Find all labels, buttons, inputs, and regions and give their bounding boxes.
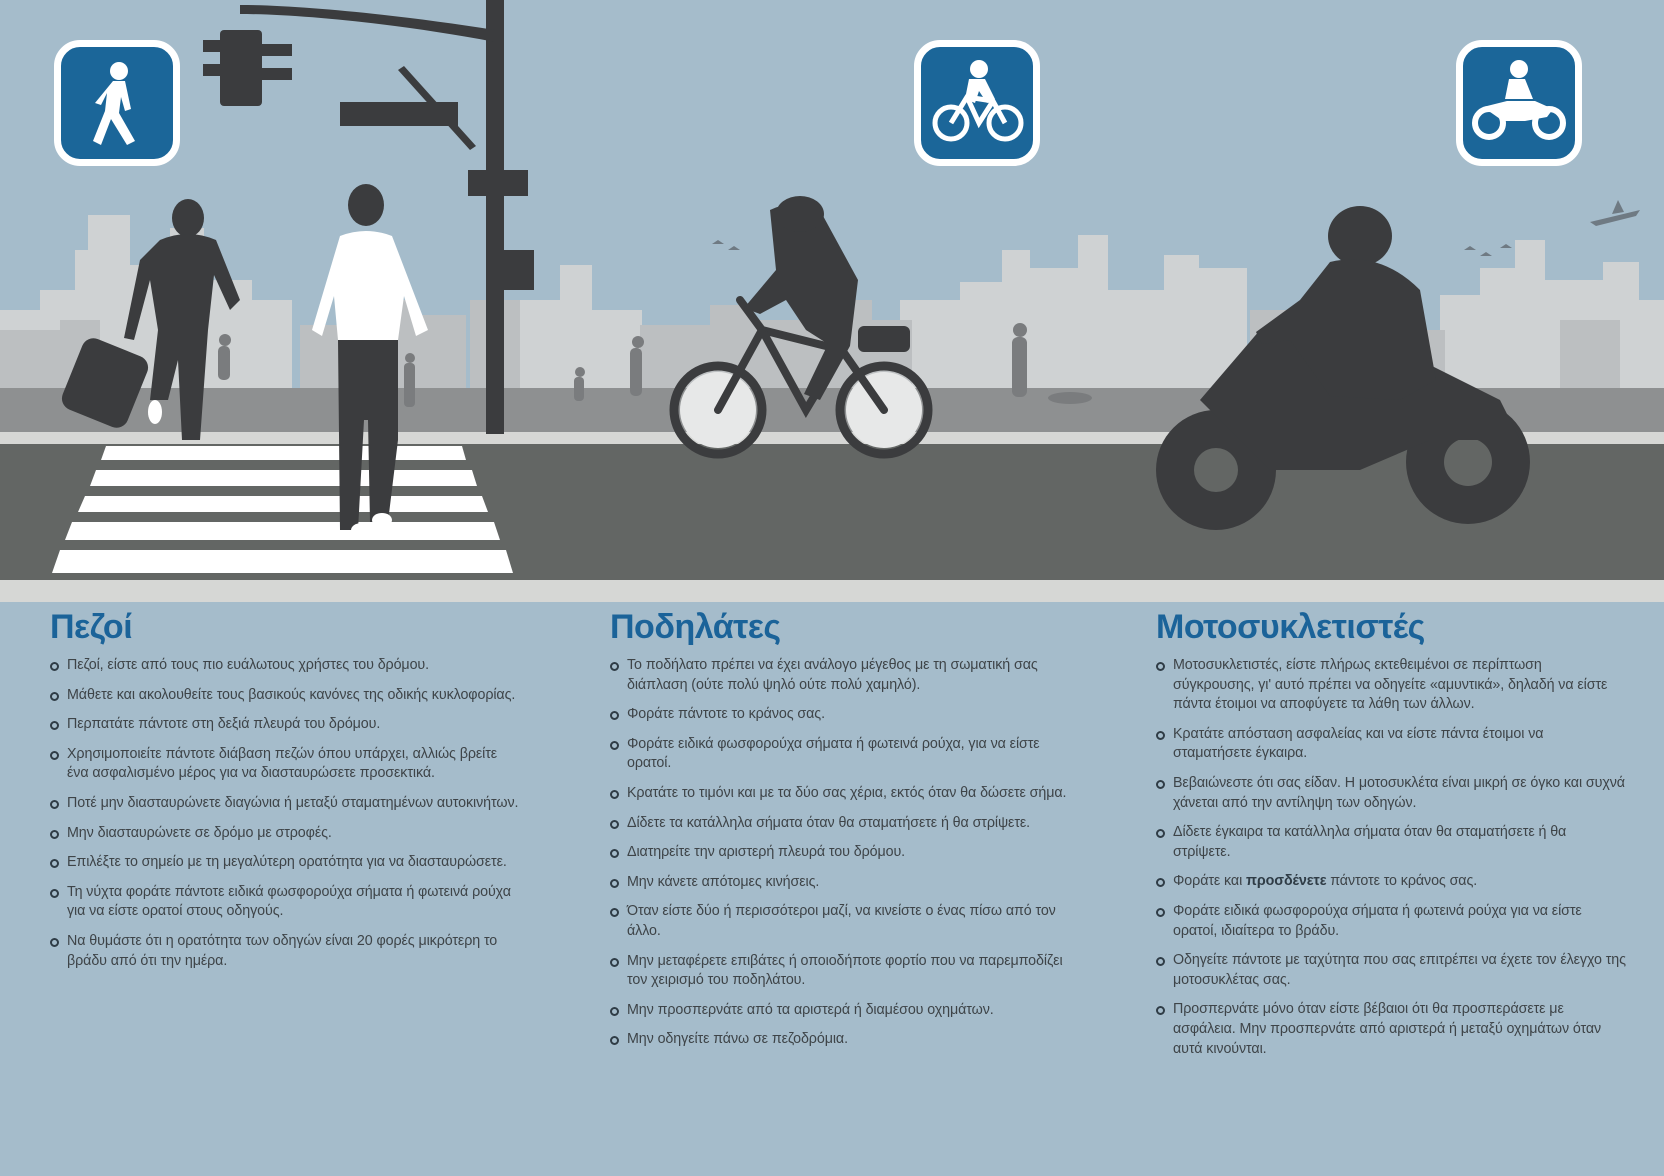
section-title: Ποδηλάτες (610, 608, 781, 646)
list-item: Δίδετε έγκαιρα τα κατάλληλα σήματα όταν θα σταματήσετε ή θα στρίψετε. (1156, 823, 1626, 862)
motorcycle-sign-icon (1463, 47, 1575, 159)
list-item: Χρησιμοποιείτε πάντοτε διάβαση πεζών όπου υπάρχει, αλλιώς βρείτε ένα ασφαλισμένο μέρος για να διασταυρώσετε προσεκτικά. (50, 745, 520, 784)
list-item: Φοράτε ειδικά φωσφορούχα σήματα ή φωτεινά ρούχα, για να είστε ορατοί. (610, 735, 1070, 774)
list-item-emphasis: προσδένετε (1246, 873, 1327, 890)
list-item: Επιλέξτε το σημείο με τη μεγαλύτερη ορατότητα για να διασταυρώσετε. (50, 853, 520, 873)
list-item-text: Φοράτε και (1173, 873, 1247, 890)
list-item: Διατηρείτε την αριστερή πλευρά του δρόμου. (610, 843, 1070, 863)
list-item: Όταν είστε δύο ή περισσότεροι μαζί, να κινείστε ο ένας πίσω από τον άλλο. (610, 902, 1070, 941)
section-title: Πεζοί (50, 608, 133, 646)
list-item-text: πάντοτε το κράνος σας. (1326, 873, 1478, 890)
list-item: Μην μεταφέρετε επιβάτες ή οποιοδήποτε φορτίο που να παρεμποδίζει τον χειρισμό του ποδηλάτου. (610, 952, 1070, 991)
list-item: Οδηγείτε πάντοτε με ταχύτητα που σας επιτρέπει να έχετε τον έλεγχο της μοτοσυκλέτας σας. (1156, 951, 1626, 990)
list-item (1156, 872, 1626, 892)
pedestrian-sign (54, 40, 180, 166)
list-item: Φοράτε πάντοτε το κράνος σας. (610, 705, 1070, 725)
list-item: Τη νύχτα φοράτε πάντοτε ειδικά φωσφορούχα σήματα ή φωτεινά ρούχα για να είστε ορατοί στους οδηγούς. (50, 883, 520, 922)
pedestrians-section (50, 602, 520, 981)
cyclists-list (610, 656, 1070, 1050)
motorcyclists-section (1156, 602, 1626, 1069)
motorcyclists-list (1156, 656, 1626, 1059)
list-item: Δίδετε τα κατάλληλα σήματα όταν θα σταματήσετε ή θα στρίψετε. (610, 814, 1070, 834)
list-item: Μην προσπερνάτε από τα αριστερά ή διαμέσου οχημάτων. (610, 1001, 1070, 1021)
list-item: Περπατάτε πάντοτε στη δεξιά πλευρά του δρόμου. (50, 715, 520, 735)
list-item: Ποτέ μην διασταυρώνετε διαγώνια ή μεταξύ σταματημένων αυτοκινήτων. (50, 794, 520, 814)
list-item: Το ποδήλατο πρέπει να έχει ανάλογο μέγεθος με τη σωματική σας διάπλαση (ούτε πολύ ψηλό ούτε πολύ χαμηλό). (610, 656, 1070, 695)
birds-and-plane (712, 200, 1640, 256)
list-item: Μάθετε και ακολουθείτε τους βασικούς κανόνες της οδικής κυκλοφορίας. (50, 686, 520, 706)
list-item: Μην κάνετε απότομες κινήσεις. (610, 873, 1070, 893)
list-item: Κρατάτε απόσταση ασφαλείας και να είστε πάντα έτοιμοι να σταματήσετε έγκαιρα. (1156, 725, 1626, 764)
list-item: Μην οδηγείτε πάνω σε πεζοδρόμια. (610, 1030, 1070, 1050)
list-item: Βεβαιώνεστε ότι σας είδαν. Η μοτοσυκλέτα είναι μικρή σε όγκο και συχνά χάνεται από την αντίληψη των οδηγών. (1156, 774, 1626, 813)
list-item: Πεζοί, είστε από τους πιο ευάλωτους χρήστες του δρόμου. (50, 656, 520, 676)
bicycle-sign-icon (921, 47, 1033, 159)
list-item: Μην διασταυρώνετε σε δρόμο με στροφές. (50, 824, 520, 844)
pedestrians-list (50, 656, 520, 971)
motorcyclist-sign (1456, 40, 1582, 166)
pedestrian-sign-icon (61, 47, 173, 159)
cyclist-sign (914, 40, 1040, 166)
list-item: Μοτοσυκλετιστές, είστε πλήρως εκτεθειμένοι σε περίπτωση σύγκρουσης, γι' αυτό πρέπει να οδηγείτε «αμυντικά», δηλαδή να είστε πάντα έτοιμοι να αποφύγετε τα λάθη των άλλων. (1156, 656, 1626, 715)
list-item: Φοράτε ειδικά φωσφορούχα σήματα ή φωτεινά ρούχα για να είστε ορατοί, ιδιαίτερα το βράδυ. (1156, 902, 1626, 941)
list-item: Προσπερνάτε μόνο όταν είστε βέβαιοι ότι θα προσπεράσετε με ασφάλεια. Μην προσπερνάτε από αριστερά ή μεταξύ οχημάτων όταν αυτά κινούνται. (1156, 1000, 1626, 1059)
cyclists-section (610, 602, 1070, 1060)
list-item: Κρατάτε το τιμόνι και με τα δύο σας χέρια, εκτός όταν θα δώσετε σήμα. (610, 784, 1070, 804)
list-item: Να θυμάστε ότι η ορατότητα των οδηγών είναι 20 φορές μικρότερη το βράδυ από ότι την ημέρα. (50, 932, 520, 971)
section-title: Μοτοσυκλετιστές (1156, 608, 1425, 646)
